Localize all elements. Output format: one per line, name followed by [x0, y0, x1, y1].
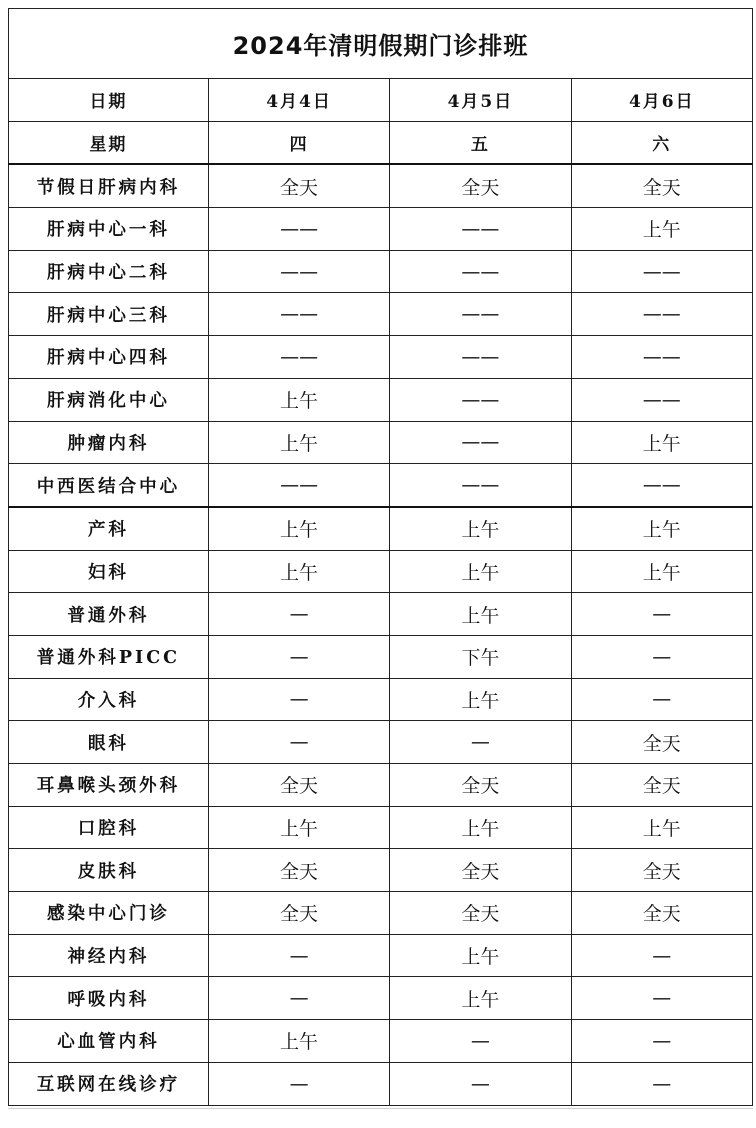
- date-label: 日期: [9, 79, 209, 122]
- schedule-cell: —: [390, 1020, 571, 1063]
- schedule-cell: 全天: [208, 892, 389, 935]
- schedule-cell: —: [390, 721, 571, 764]
- table-row: [9, 721, 753, 764]
- table-row: [9, 678, 753, 721]
- department-name: 耳鼻喉头颈外科: [9, 764, 209, 807]
- schedule-cell: ——: [571, 464, 752, 507]
- weekday-row: [9, 121, 753, 164]
- department-name: 感染中心门诊: [9, 892, 209, 935]
- schedule-cell: 全天: [208, 164, 389, 207]
- schedule-cell: ——: [571, 336, 752, 379]
- schedule-cell: ——: [208, 293, 389, 336]
- schedule-cell: 全天: [571, 764, 752, 807]
- schedule-table: [8, 8, 753, 1106]
- schedule-cell: ——: [208, 250, 389, 293]
- department-name: 中西医结合中心: [9, 464, 209, 507]
- schedule-cell: ——: [390, 378, 571, 421]
- schedule-cell: —: [208, 1062, 389, 1105]
- schedule-cell: ——: [208, 336, 389, 379]
- table-row: [9, 336, 753, 379]
- schedule-cell: 上午: [571, 806, 752, 849]
- schedule-cell: 全天: [571, 849, 752, 892]
- table-row: [9, 806, 753, 849]
- table-row: [9, 550, 753, 593]
- table-row: [9, 378, 753, 421]
- sheet-gridline: [8, 1108, 753, 1109]
- schedule-cell: —: [571, 977, 752, 1020]
- date-cell: 4月6日: [571, 79, 752, 122]
- department-name: 眼科: [9, 721, 209, 764]
- schedule-cell: 全天: [208, 849, 389, 892]
- schedule-cell: ——: [571, 378, 752, 421]
- table-row: [9, 849, 753, 892]
- schedule-cell: 全天: [390, 849, 571, 892]
- department-name: 呼吸内科: [9, 977, 209, 1020]
- table-row: [9, 250, 753, 293]
- schedule-cell: ——: [571, 250, 752, 293]
- table-row: [9, 593, 753, 636]
- date-row: [9, 79, 753, 122]
- table-row: [9, 635, 753, 678]
- schedule-cell: 下午: [390, 635, 571, 678]
- schedule-cell: —: [208, 635, 389, 678]
- department-name: 肿瘤内科: [9, 421, 209, 464]
- schedule-cell: 全天: [571, 721, 752, 764]
- schedule-cell: ——: [571, 293, 752, 336]
- schedule-sheet: [8, 8, 753, 1106]
- department-name: 产科: [9, 507, 209, 550]
- schedule-cell: 上午: [208, 421, 389, 464]
- schedule-cell: 上午: [571, 507, 752, 550]
- department-name: 口腔科: [9, 806, 209, 849]
- department-name: 肝病中心二科: [9, 250, 209, 293]
- schedule-cell: 上午: [390, 550, 571, 593]
- schedule-cell: 上午: [390, 593, 571, 636]
- table-row: [9, 892, 753, 935]
- table-row: [9, 1062, 753, 1105]
- department-name: 神经内科: [9, 934, 209, 977]
- department-name: 皮肤科: [9, 849, 209, 892]
- schedule-cell: ——: [208, 208, 389, 251]
- schedule-cell: 上午: [390, 806, 571, 849]
- weekday-label: 星期: [9, 121, 209, 164]
- schedule-cell: 上午: [208, 806, 389, 849]
- department-name: 普通外科PICC: [9, 635, 209, 678]
- schedule-cell: —: [208, 593, 389, 636]
- schedule-cell: —: [390, 1062, 571, 1105]
- schedule-cell: —: [571, 635, 752, 678]
- schedule-cell: ——: [390, 464, 571, 507]
- table-row: [9, 507, 753, 550]
- schedule-cell: 上午: [208, 550, 389, 593]
- schedule-cell: —: [571, 1020, 752, 1063]
- weekday-cell: 四: [208, 121, 389, 164]
- schedule-cell: ——: [390, 421, 571, 464]
- schedule-cell: 全天: [390, 164, 571, 207]
- table-row: [9, 977, 753, 1020]
- weekday-cell: 六: [571, 121, 752, 164]
- schedule-cell: ——: [390, 293, 571, 336]
- schedule-cell: ——: [208, 464, 389, 507]
- table-row: [9, 164, 753, 207]
- department-name: 肝病中心一科: [9, 208, 209, 251]
- schedule-cell: ——: [390, 336, 571, 379]
- department-name: 肝病中心四科: [9, 336, 209, 379]
- table-row: [9, 293, 753, 336]
- schedule-cell: —: [571, 934, 752, 977]
- schedule-cell: 全天: [571, 164, 752, 207]
- department-name: 介入科: [9, 678, 209, 721]
- table-row: [9, 934, 753, 977]
- schedule-cell: 上午: [208, 1020, 389, 1063]
- page-title: 2024年清明假期门诊排班: [9, 9, 753, 79]
- date-cell: 4月4日: [208, 79, 389, 122]
- schedule-cell: —: [208, 721, 389, 764]
- title-row: [9, 9, 753, 79]
- table-row: [9, 208, 753, 251]
- weekday-cell: 五: [390, 121, 571, 164]
- schedule-cell: —: [571, 593, 752, 636]
- table-row: [9, 764, 753, 807]
- schedule-cell: 上午: [571, 421, 752, 464]
- schedule-cell: 上午: [571, 208, 752, 251]
- schedule-cell: 上午: [390, 934, 571, 977]
- department-name: 互联网在线诊疗: [9, 1062, 209, 1105]
- department-name: 妇科: [9, 550, 209, 593]
- department-name: 节假日肝病内科: [9, 164, 209, 207]
- schedule-cell: 上午: [390, 507, 571, 550]
- department-name: 普通外科: [9, 593, 209, 636]
- schedule-cell: —: [571, 1062, 752, 1105]
- department-name: 肝病中心三科: [9, 293, 209, 336]
- schedule-cell: 上午: [571, 550, 752, 593]
- department-name: 肝病消化中心: [9, 378, 209, 421]
- table-row: [9, 464, 753, 507]
- table-row: [9, 421, 753, 464]
- schedule-cell: 全天: [571, 892, 752, 935]
- schedule-cell: —: [208, 977, 389, 1020]
- schedule-cell: 全天: [390, 892, 571, 935]
- schedule-cell: —: [208, 678, 389, 721]
- schedule-cell: 上午: [390, 678, 571, 721]
- schedule-cell: —: [208, 934, 389, 977]
- schedule-cell: 全天: [208, 764, 389, 807]
- table-row: [9, 1020, 753, 1063]
- schedule-cell: 上午: [208, 378, 389, 421]
- schedule-cell: ——: [390, 250, 571, 293]
- date-cell: 4月5日: [390, 79, 571, 122]
- department-name: 心血管内科: [9, 1020, 209, 1063]
- schedule-cell: 上午: [390, 977, 571, 1020]
- schedule-cell: ——: [390, 208, 571, 251]
- schedule-cell: 上午: [208, 507, 389, 550]
- schedule-cell: —: [571, 678, 752, 721]
- schedule-cell: 全天: [390, 764, 571, 807]
